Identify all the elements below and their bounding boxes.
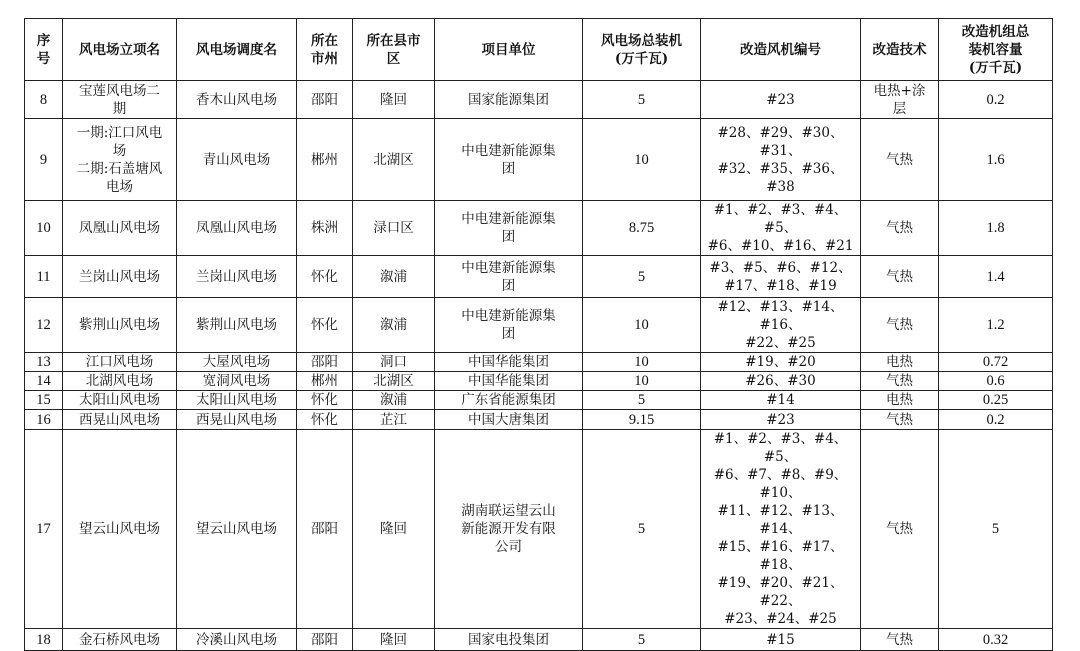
cell-technique: 气热 <box>861 372 939 391</box>
cell-retrofit-capacity: 0.2 <box>939 410 1053 430</box>
cell-company: 中电建新能源集 团 <box>435 201 583 256</box>
table-row <box>25 81 1053 119</box>
cell-company: 国家电投集团 <box>435 629 583 651</box>
cell-index: 17 <box>25 430 63 629</box>
cell-project-name: 西晃山风电场 <box>63 410 177 430</box>
table-row <box>25 201 1053 256</box>
cell-total-capacity: 8.75 <box>583 201 701 256</box>
cell-company: 湖南联运望云山 新能源开发有限 公司 <box>435 430 583 629</box>
cell-total-capacity: 10 <box>583 353 701 372</box>
cell-turbine-ids: #19、#20 <box>701 353 861 372</box>
cell-company: 中电建新能源集 团 <box>435 256 583 298</box>
cell-project-name: 一期:江口风电 场 二期:石盖塘风 电场 <box>63 119 177 201</box>
cell-technique: 气热 <box>861 298 939 353</box>
cell-total-capacity: 10 <box>583 372 701 391</box>
table-row <box>25 410 1053 430</box>
cell-index: 8 <box>25 81 63 119</box>
cell-project-name: 望云山风电场 <box>63 430 177 629</box>
cell-company: 国家能源集团 <box>435 81 583 119</box>
cell-dispatch-name: 太阳山风电场 <box>177 391 297 410</box>
cell-dispatch-name: 凤凰山风电场 <box>177 201 297 256</box>
cell-company: 广东省能源集团 <box>435 391 583 410</box>
cell-technique: 电热 <box>861 353 939 372</box>
cell-turbine-ids: #14 <box>701 391 861 410</box>
table-row <box>25 372 1053 391</box>
cell-technique: 气热 <box>861 201 939 256</box>
cell-city: 怀化 <box>297 256 353 298</box>
table-row <box>25 298 1053 353</box>
cell-dispatch-name: 望云山风电场 <box>177 430 297 629</box>
cell-index: 15 <box>25 391 63 410</box>
cell-total-capacity: 5 <box>583 256 701 298</box>
header-city: 所在 市州 <box>297 19 353 81</box>
cell-dispatch-name: 青山风电场 <box>177 119 297 201</box>
cell-turbine-ids: #1、#2、#3、#4、#5、 #6、#7、#8、#9、#10、 #11、#12、#13、#14、 #15、#16、#17、#18、 #19、#20、#21、#22、 #23、#24、#25 <box>701 430 861 629</box>
cell-project-name: 金石桥风电场 <box>63 629 177 651</box>
cell-index: 13 <box>25 353 63 372</box>
cell-dispatch-name: 宽洞风电场 <box>177 372 297 391</box>
cell-total-capacity: 5 <box>583 81 701 119</box>
cell-city: 怀化 <box>297 410 353 430</box>
cell-index: 11 <box>25 256 63 298</box>
cell-dispatch-name: 兰岗山风电场 <box>177 256 297 298</box>
cell-retrofit-capacity: 0.32 <box>939 629 1053 651</box>
header-total-capacity: 风电场总装机 (万千瓦) <box>583 19 701 81</box>
cell-retrofit-capacity: 0.6 <box>939 372 1053 391</box>
cell-county: 隆回 <box>353 430 435 629</box>
cell-turbine-ids: #26、#30 <box>701 372 861 391</box>
header-technique: 改造技术 <box>861 19 939 81</box>
cell-retrofit-capacity: 1.8 <box>939 201 1053 256</box>
cell-project-name: 太阳山风电场 <box>63 391 177 410</box>
cell-county: 北湖区 <box>353 119 435 201</box>
cell-technique: 气热 <box>861 430 939 629</box>
cell-retrofit-capacity: 5 <box>939 430 1053 629</box>
cell-county: 溆浦 <box>353 298 435 353</box>
cell-index: 9 <box>25 119 63 201</box>
cell-retrofit-capacity: 1.6 <box>939 119 1053 201</box>
cell-technique: 气热 <box>861 629 939 651</box>
cell-city: 邵阳 <box>297 430 353 629</box>
cell-project-name: 紫荆山风电场 <box>63 298 177 353</box>
cell-index: 10 <box>25 201 63 256</box>
cell-total-capacity: 5 <box>583 391 701 410</box>
cell-company: 中电建新能源集 团 <box>435 119 583 201</box>
cell-dispatch-name: 冷溪山风电场 <box>177 629 297 651</box>
cell-county: 隆回 <box>353 629 435 651</box>
cell-company: 中国华能集团 <box>435 372 583 391</box>
cell-index: 12 <box>25 298 63 353</box>
cell-dispatch-name: 紫荆山风电场 <box>177 298 297 353</box>
cell-project-name: 凤凰山风电场 <box>63 201 177 256</box>
cell-city: 邵阳 <box>297 629 353 651</box>
document-page <box>24 18 1052 651</box>
cell-turbine-ids: #3、#5、#6、#12、 #17、#18、#19 <box>701 256 861 298</box>
cell-index: 14 <box>25 372 63 391</box>
cell-turbine-ids: #23 <box>701 410 861 430</box>
header-turbine-ids: 改造风机编号 <box>701 19 861 81</box>
cell-county: 渌口区 <box>353 201 435 256</box>
cell-technique: 气热 <box>861 119 939 201</box>
wind-farm-retrofit-table <box>24 18 1053 651</box>
cell-total-capacity: 9.15 <box>583 410 701 430</box>
cell-total-capacity: 5 <box>583 430 701 629</box>
cell-county: 北湖区 <box>353 372 435 391</box>
cell-city: 怀化 <box>297 298 353 353</box>
cell-county: 溆浦 <box>353 256 435 298</box>
cell-project-name: 江口风电场 <box>63 353 177 372</box>
cell-turbine-ids: #28、#29、#30、#31、 #32、#35、#36、#38 <box>701 119 861 201</box>
cell-city: 郴州 <box>297 372 353 391</box>
cell-county: 芷江 <box>353 410 435 430</box>
cell-company: 中国大唐集团 <box>435 410 583 430</box>
cell-county: 隆回 <box>353 81 435 119</box>
table-row <box>25 119 1053 201</box>
cell-city: 怀化 <box>297 391 353 410</box>
cell-total-capacity: 5 <box>583 629 701 651</box>
cell-project-name: 宝莲风电场二 期 <box>63 81 177 119</box>
cell-total-capacity: 10 <box>583 298 701 353</box>
table-row <box>25 256 1053 298</box>
cell-city: 邵阳 <box>297 353 353 372</box>
table-row <box>25 353 1053 372</box>
cell-turbine-ids: #15 <box>701 629 861 651</box>
cell-county: 洞口 <box>353 353 435 372</box>
cell-dispatch-name: 大屋风电场 <box>177 353 297 372</box>
cell-technique: 气热 <box>861 410 939 430</box>
header-project-name: 风电场立项名 <box>63 19 177 81</box>
cell-company: 中国华能集团 <box>435 353 583 372</box>
cell-technique: 气热 <box>861 256 939 298</box>
cell-retrofit-capacity: 1.4 <box>939 256 1053 298</box>
header-index: 序 号 <box>25 19 63 81</box>
cell-technique: 电热 <box>861 391 939 410</box>
cell-index: 16 <box>25 410 63 430</box>
cell-turbine-ids: #23 <box>701 81 861 119</box>
cell-company: 中电建新能源集 团 <box>435 298 583 353</box>
cell-city: 株洲 <box>297 201 353 256</box>
header-retrofit-capacity: 改造机组总 装机容量 (万千瓦) <box>939 19 1053 81</box>
header-dispatch-name: 风电场调度名 <box>177 19 297 81</box>
cell-city: 邵阳 <box>297 81 353 119</box>
cell-technique: 电热+涂 层 <box>861 81 939 119</box>
table-row <box>25 391 1053 410</box>
table-row <box>25 629 1053 651</box>
cell-project-name: 北湖风电场 <box>63 372 177 391</box>
cell-total-capacity: 10 <box>583 119 701 201</box>
table-row <box>25 430 1053 629</box>
cell-turbine-ids: #1、#2、#3、#4、#5、 #6、#10、#16、#21 <box>701 201 861 256</box>
cell-retrofit-capacity: 0.25 <box>939 391 1053 410</box>
cell-retrofit-capacity: 0.72 <box>939 353 1053 372</box>
cell-county: 溆浦 <box>353 391 435 410</box>
cell-city: 郴州 <box>297 119 353 201</box>
cell-retrofit-capacity: 1.2 <box>939 298 1053 353</box>
cell-dispatch-name: 香木山风电场 <box>177 81 297 119</box>
header-company: 项目单位 <box>435 19 583 81</box>
cell-retrofit-capacity: 0.2 <box>939 81 1053 119</box>
cell-turbine-ids: #12、#13、#14、#16、 #22、#25 <box>701 298 861 353</box>
cell-project-name: 兰岗山风电场 <box>63 256 177 298</box>
table-header-row <box>25 19 1053 81</box>
cell-index: 18 <box>25 629 63 651</box>
cell-dispatch-name: 西晃山风电场 <box>177 410 297 430</box>
header-county: 所在县市 区 <box>353 19 435 81</box>
